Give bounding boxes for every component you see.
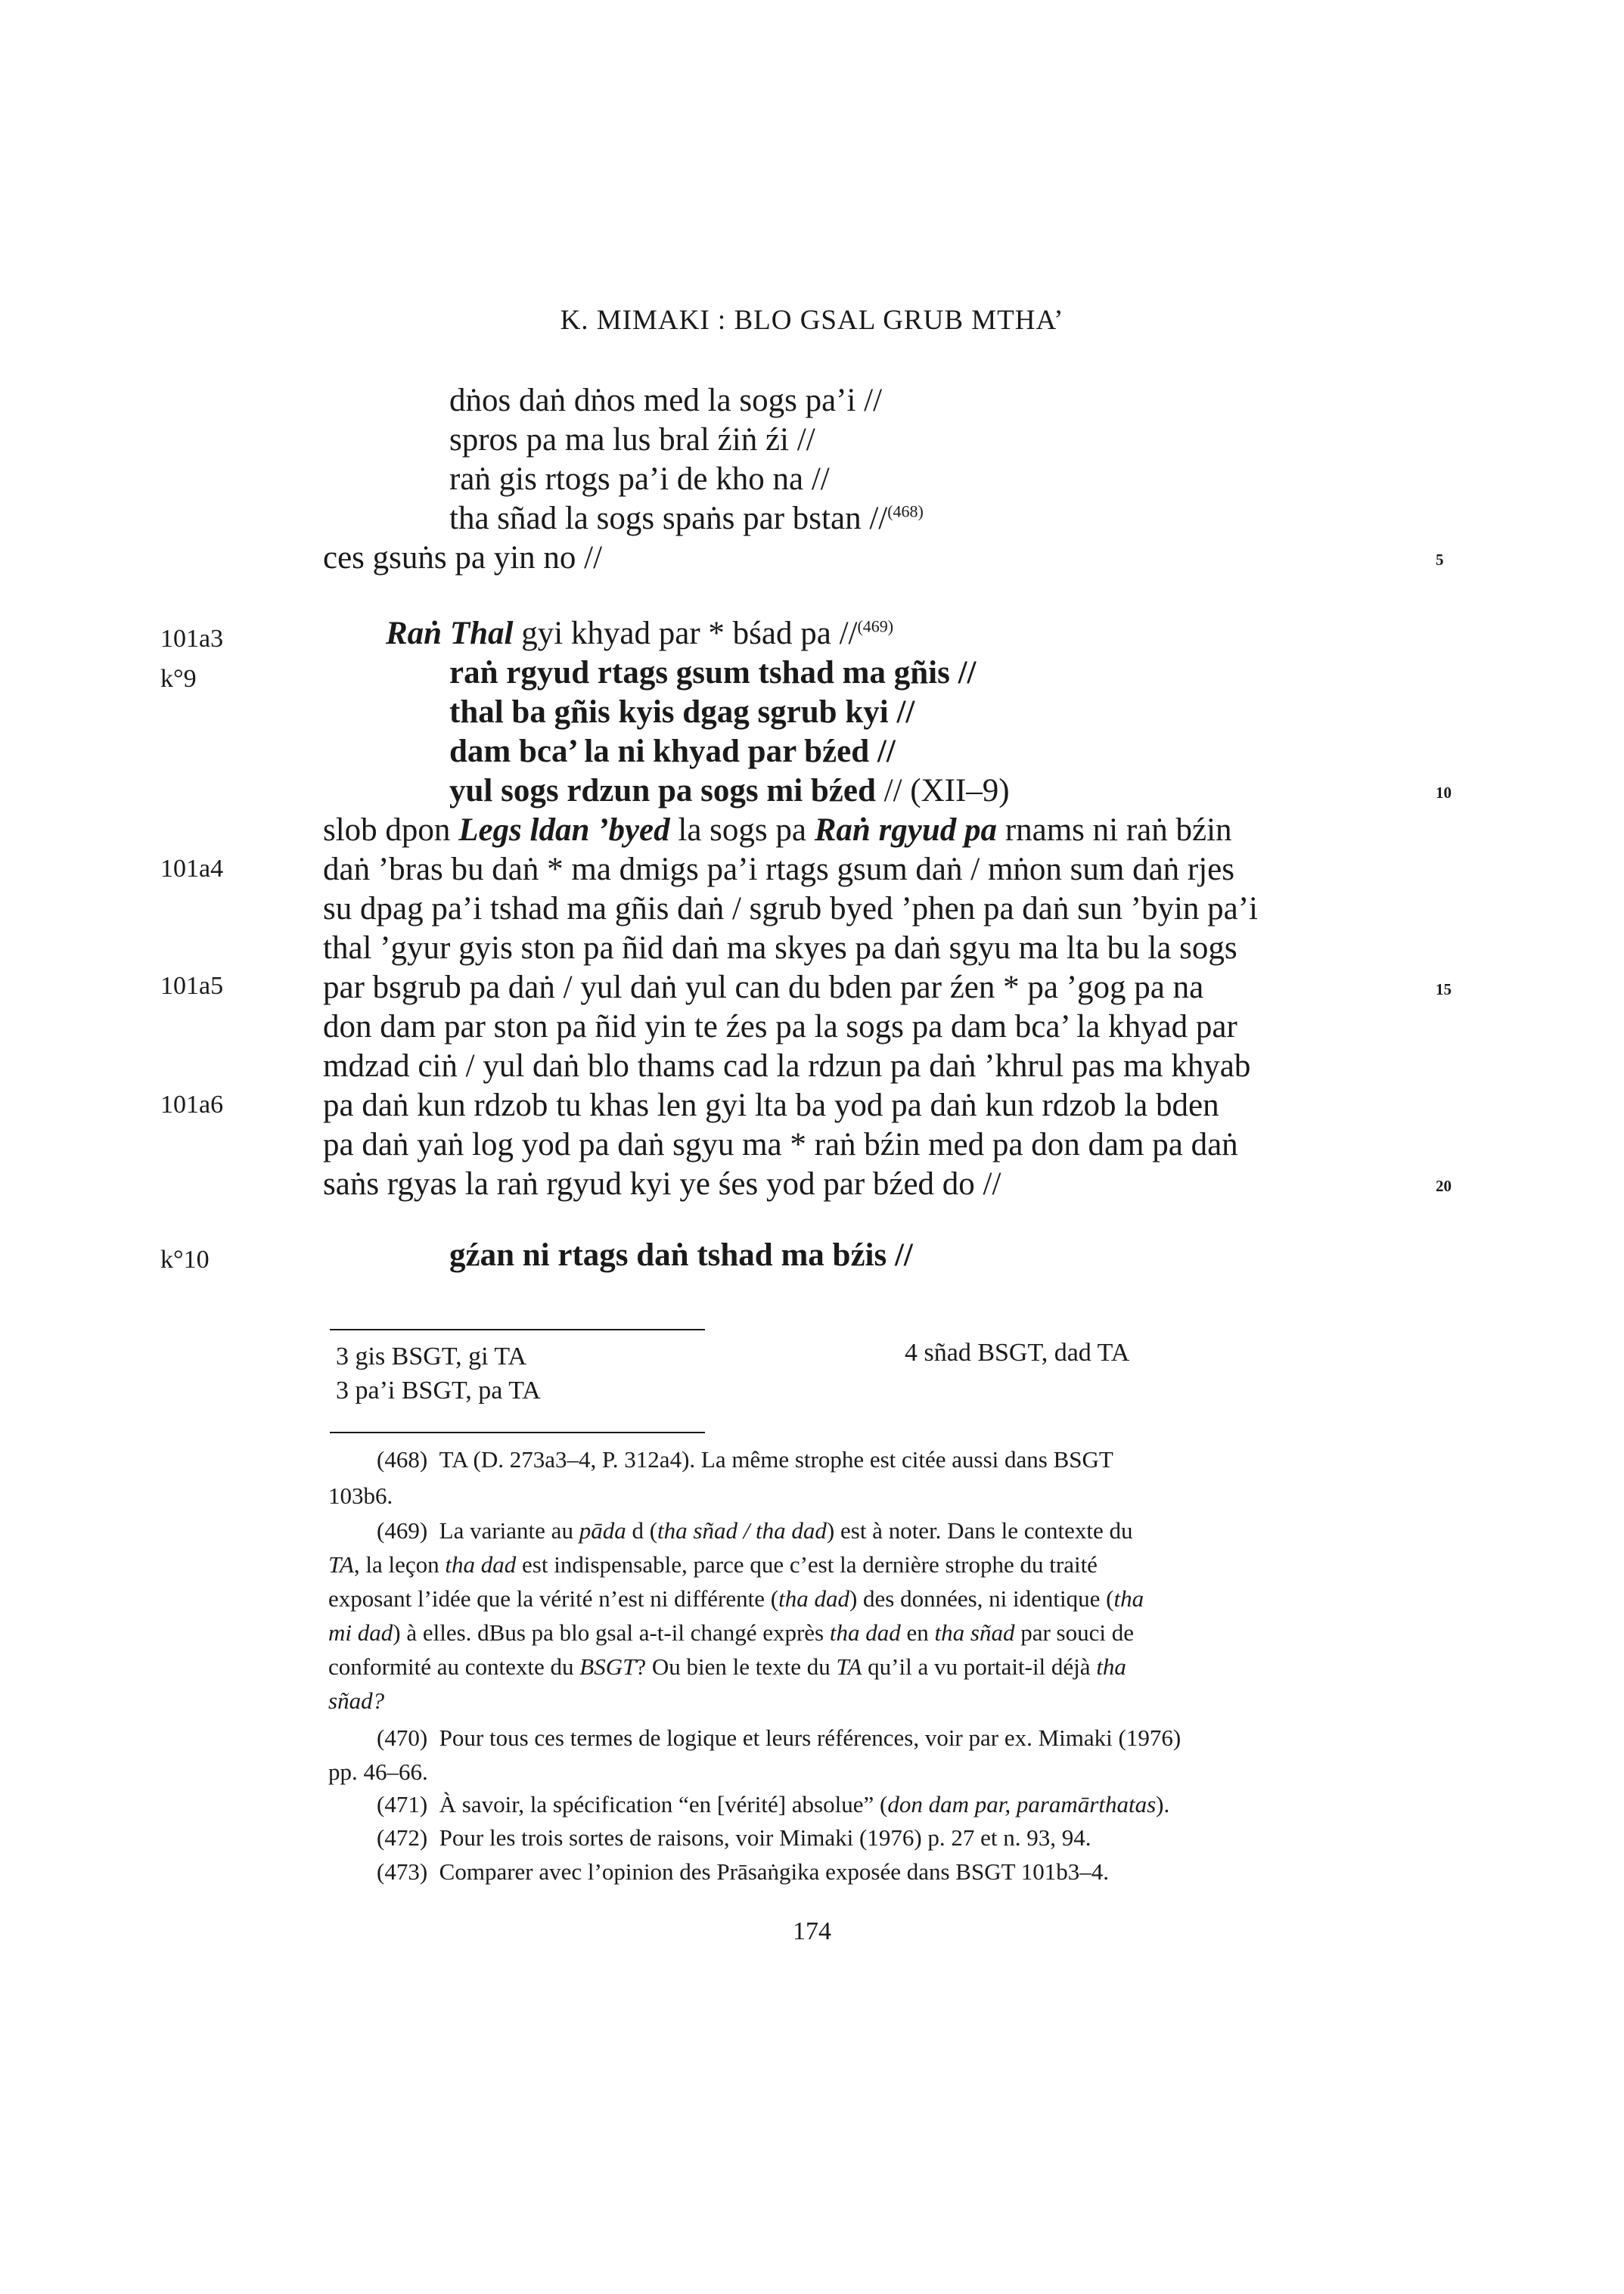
school-name: Raṅ rgyud pa <box>814 812 998 848</box>
footnote-text: ) des données, ni identique ( <box>849 1585 1114 1612</box>
prose-text: slob dpon <box>323 812 459 848</box>
footnote-468 <box>377 1446 1113 1473</box>
footnote-471 <box>377 1791 1169 1818</box>
section-title-rest: gyi khyad par * bśad pa // <box>521 616 858 651</box>
footnote-text: À savoir, la spécification “en [vérité] absolue” ( <box>439 1791 888 1818</box>
prose-line <box>323 812 1232 849</box>
footnote-text: La variante au <box>439 1517 579 1544</box>
footnote-line <box>328 1619 1134 1647</box>
footnote-term: tha <box>1096 1653 1126 1680</box>
footnote-text: ). <box>1156 1791 1170 1818</box>
prose-line: saṅs rgyas la raṅ rgyud kyi ye śes yod par bźed do // <box>323 1166 1001 1202</box>
footnote-line <box>328 1653 1126 1681</box>
footnote-text: TA (D. 273a3–4, P. 312a4). La même strophe est citée aussi dans BSGT <box>439 1446 1113 1473</box>
margin-siglum: k°10 <box>160 1246 210 1274</box>
footnote-text: Comparer avec l’opinion des Prāsaṅgika exposée dans BSGT 101b3–4. <box>439 1858 1109 1885</box>
footnote-term: TA <box>836 1653 862 1680</box>
footnote-473 <box>377 1858 1109 1886</box>
footnote-text: conformité au contexte du <box>328 1653 580 1680</box>
verse-line-bold <box>449 772 1010 809</box>
footnote-term: tha sñad / tha dad <box>657 1517 827 1544</box>
footnote-term: tha dad <box>445 1551 517 1578</box>
footnote-470 <box>377 1724 1181 1752</box>
footnote-text: ) à elles. dBus pa blo gsal a-t-il changé exprès <box>393 1619 830 1646</box>
footnote-line <box>328 1585 1144 1613</box>
footnote-text: , la leçon <box>353 1551 446 1578</box>
verse-end: ces gsuṅs pa yin no // <box>323 540 603 576</box>
verse-line: dṅos daṅ dṅos med la sogs pa’i // <box>449 383 883 418</box>
margin-siglum: 101a5 <box>160 972 224 1000</box>
footnote-number: (472) <box>377 1824 428 1851</box>
verse-reference: // (XII–9) <box>883 773 1010 809</box>
footnote-number: (470) <box>377 1724 428 1751</box>
footnote-term: mi dad <box>328 1619 393 1646</box>
footnote-term: sñad? <box>328 1687 385 1714</box>
footnote-469 <box>377 1517 1133 1544</box>
footnote-number: (471) <box>377 1791 428 1818</box>
footnote-term: TA <box>328 1551 354 1578</box>
verse-line: raṅ gis rtogs pa’i de kho na // <box>449 461 830 497</box>
footnote-text: Pour les trois sortes de raisons, voir Mimaki (1976) p. 27 et n. 93, 94. <box>439 1824 1091 1851</box>
footnote-text: exposant l’idée que la vérité n’est ni différente ( <box>328 1585 779 1612</box>
section-title-name: Raṅ Thal <box>386 616 514 651</box>
footnote-ref[interactable]: (468) <box>887 501 924 521</box>
footnote-text: en <box>900 1619 935 1646</box>
footnote-term: pāda <box>579 1517 626 1544</box>
footnote-text: ? Ou bien le texte du <box>635 1653 837 1680</box>
footnote-472 <box>377 1824 1091 1852</box>
footnote-text: d ( <box>626 1517 658 1544</box>
footnote-ref[interactable]: (469) <box>857 616 894 636</box>
prose-line: daṅ ’bras bu daṅ * ma dmigs pa’i rtags gsum daṅ / mṅon sum daṅ rjes <box>323 852 1234 887</box>
prose-line: pa daṅ kun rdzob tu khas len gyi lta ba yod pa daṅ kun rdzob la bden <box>323 1088 1219 1123</box>
variant-reading: 4 sñad BSGT, dad TA <box>905 1339 1130 1367</box>
footnote-line <box>328 1551 1098 1578</box>
footnote-text: qu’il a vu portait-il déjà <box>862 1653 1097 1680</box>
line-number: 15 <box>1436 980 1452 998</box>
margin-siglum: 101a6 <box>160 1091 224 1119</box>
variant-reading: 3 gis BSGT, gi TA <box>336 1343 526 1371</box>
footnote-text: ) est à noter. Dans le contexte du <box>826 1517 1133 1544</box>
line-number: 20 <box>1436 1177 1452 1195</box>
section-title <box>386 615 893 652</box>
footnote-number: (473) <box>377 1858 428 1885</box>
footnote-term: tha dad <box>778 1585 849 1612</box>
verse-line: spros pa ma lus bral źiṅ źi // <box>449 422 815 458</box>
variant-reading: 3 pa’i BSGT, pa TA <box>336 1377 541 1405</box>
margin-siglum: k°9 <box>160 665 197 693</box>
running-header: K. MIMAKI : BLO GSAL GRUB MTHA’ <box>560 305 1064 336</box>
footnote-text: pp. 46–66. <box>328 1759 428 1785</box>
margin-siglum: 101a4 <box>160 855 224 883</box>
prose-line: mdzad ciṅ / yul daṅ blo thams cad la rdzun pa daṅ ’khrul pas ma khyab <box>323 1048 1251 1084</box>
line-number: 10 <box>1436 784 1452 802</box>
footnote-text: par souci de <box>1014 1619 1134 1646</box>
verse-line-bold-text: yul sogs rdzun pa sogs mi bźed <box>449 773 876 809</box>
footnote-term: don dam par, paramārthatas <box>887 1791 1157 1818</box>
author-name: Legs ldan ’byed <box>458 812 670 848</box>
footnote-term: BSGT <box>579 1653 636 1680</box>
prose-line: par bsgrub pa daṅ / yul daṅ yul can du bden par źen * pa ’gog pa na <box>323 970 1204 1005</box>
footnote-number: (468) <box>377 1446 428 1473</box>
footnote-rule <box>330 1432 705 1433</box>
verse-line-bold: gźan ni rtags daṅ tshad ma bźis // <box>449 1237 913 1273</box>
verse-line-bold: raṅ rgyud rtags gsum tshad ma gñis // <box>449 655 977 691</box>
prose-line: pa daṅ yaṅ log yod pa daṅ sgyu ma * raṅ bźin med pa don dam pa daṅ <box>323 1127 1238 1163</box>
footnote-text: 103b6. <box>328 1482 393 1509</box>
footnote-term: tha <box>1113 1585 1144 1612</box>
margin-siglum: 101a3 <box>160 625 224 653</box>
verse-line-bold: thal ba gñis kyis dgag sgrub kyi // <box>449 694 915 730</box>
prose-line: thal ’gyur gyis ston pa ñid daṅ ma skyes pa daṅ sgyu ma lta bu la sogs <box>323 930 1237 966</box>
prose-text: rnams ni raṅ bźin <box>997 812 1232 848</box>
footnote-number: (469) <box>377 1517 428 1544</box>
footnote-text: est indispensable, parce que c’est la dernière strophe du traité <box>516 1551 1098 1578</box>
footnote-term: tha sñad <box>934 1619 1015 1646</box>
verse-line <box>449 500 924 537</box>
prose-line: don dam par ston pa ñid yin te źes pa la sogs pa dam bca’ la khyad par <box>323 1009 1237 1045</box>
line-number: 5 <box>1436 551 1444 569</box>
footnote-term: tha dad <box>829 1619 901 1646</box>
verse-line-bold: dam bca’ la ni khyad par bźed // <box>449 734 896 769</box>
footnote-text: Pour tous ces termes de logique et leurs références, voir par ex. Mimaki (1976) <box>439 1724 1182 1751</box>
prose-line: su dpag pa’i tshad ma gñis daṅ / sgrub byed ’phen pa daṅ sun ’byin pa’i <box>323 891 1258 927</box>
page-number: 174 <box>793 1917 831 1945</box>
verse-line-text: tha sñad la sogs spaṅs par bstan // <box>449 501 888 536</box>
apparatus-rule <box>330 1329 705 1330</box>
prose-text: la sogs pa <box>669 812 815 848</box>
